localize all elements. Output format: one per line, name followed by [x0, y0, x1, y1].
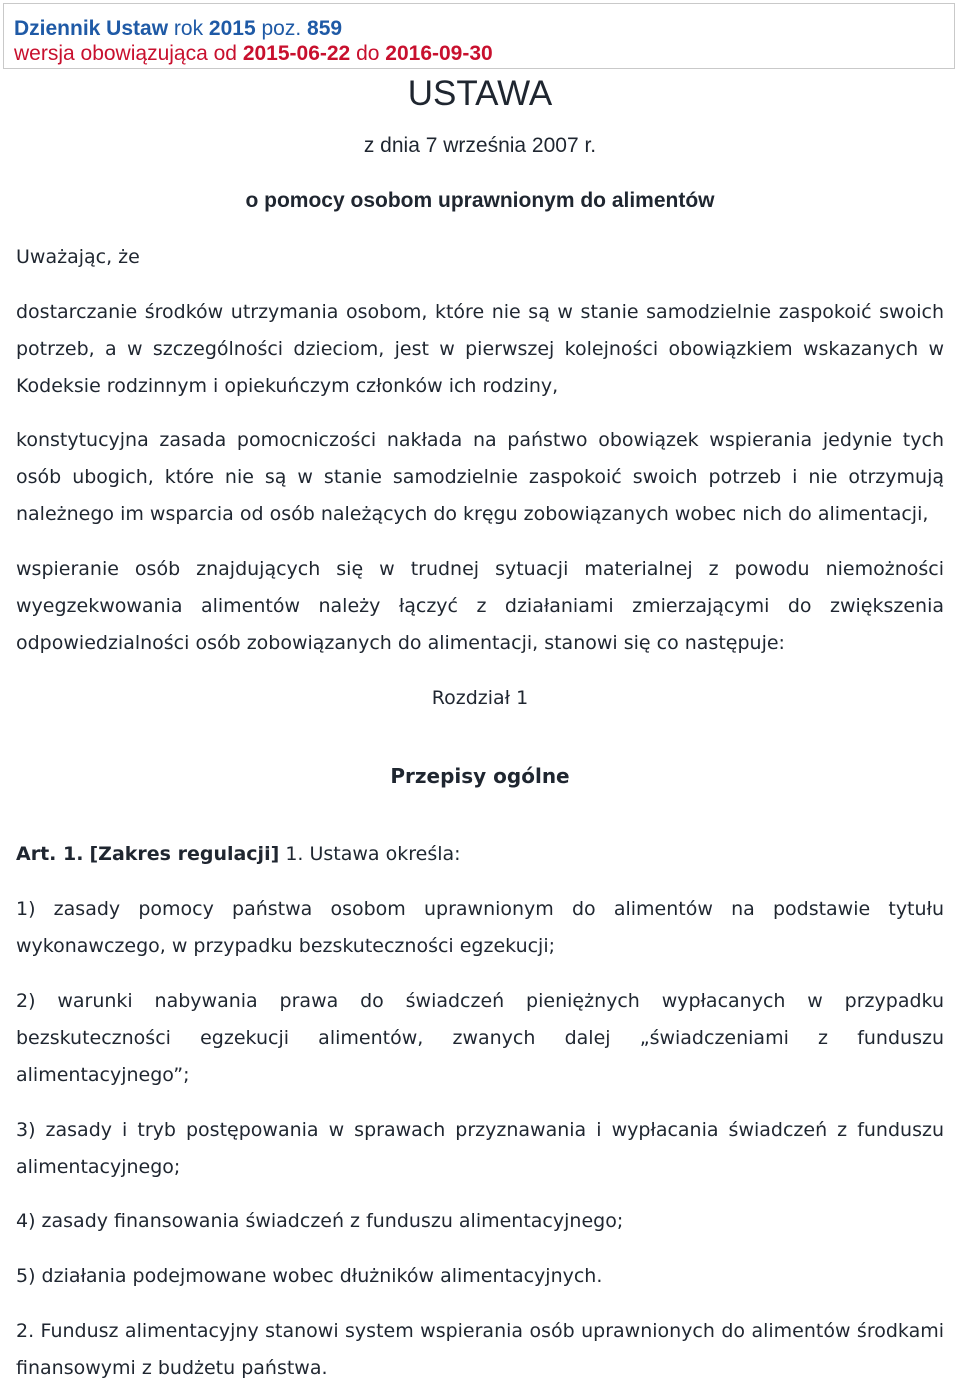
preamble-intro: Uważając, że	[16, 246, 140, 268]
article-item-3: 3) zasady i tryb postępowania w sprawach przyznawania i wypłacania świadczeń z funduszu alimentacyjnego;	[16, 1119, 944, 1178]
version-to-label: do	[356, 42, 380, 65]
position-number: 859	[307, 17, 343, 40]
article-item-4: 4) zasady finansowania świadczeń z funduszu alimentacyjnego;	[16, 1210, 624, 1232]
article-item-2: 2) warunki nabywania prawa do świadczeń pieniężnych wypłacanych w przypadku bezskuteczności egzekucji alimentów, zwanych dalej „świadczeniami z funduszu alimentacyjnego”;	[16, 990, 944, 1086]
position-label: poz.	[261, 17, 302, 40]
version-line	[14, 42, 493, 66]
chapter-label: Rozdział 1	[431, 687, 529, 709]
journal-name: Dziennik Ustaw	[14, 17, 169, 40]
version-to-date: 2016-09-30	[385, 42, 493, 65]
version-label: wersja obowiązująca od	[14, 42, 237, 65]
journal-line	[14, 17, 342, 41]
year-label: rok	[173, 17, 204, 40]
article-item-1: 1) zasady pomocy państwa osobom uprawnionym do alimentów na podstawie tytułu wykonawczego, w przypadku bezskuteczności egzekucji;	[16, 898, 944, 957]
article-heading: [Zakres regulacji]	[89, 843, 280, 865]
article-paragraph-2: 2. Fundusz alimentacyjny stanowi system wspierania osób uprawnionych do alimentów środkami finansowymi z budżetu państwa.	[16, 1320, 944, 1379]
version-from-date: 2015-06-22	[242, 42, 351, 65]
preamble-paragraph-2: konstytucyjna zasada pomocniczości nakłada na państwo obowiązek wspierania jedynie tych osób ubogich, które nie są w stanie samodzielnie zaspokoić swoich potrzeb i nie otrzymują należnego im wsparcia od osób należących do kręgu zobowiązanych wobec nich do alimentacji,	[16, 429, 944, 525]
article-number: Art. 1.	[16, 843, 84, 865]
year: 2015	[208, 17, 256, 40]
act-date: z dnia 7 września 2007 r.	[363, 134, 597, 157]
document-header	[3, 3, 955, 69]
act-title: USTAWA	[407, 74, 553, 113]
preamble-paragraph-1: dostarczanie środków utrzymania osobom, które nie są w stanie samodzielnie zaspokoić swoich potrzeb, a w szczególności dzieciom, jest w pierwszej kolejności obowiązkiem wskazanych w Kodeksie rodzinnym i opiekuńczym członków ich rodziny,	[16, 301, 944, 397]
article-intro: 1. Ustawa określa:	[285, 843, 461, 865]
chapter-title: Przepisy ogólne	[390, 764, 570, 788]
article-item-5: 5) działania podejmowane wobec dłużników alimentacyjnych.	[16, 1265, 603, 1287]
article-1-header	[16, 836, 944, 873]
preamble-paragraph-3: wspieranie osób znajdujących się w trudnej sytuacji materialnej z powodu niemożności wyegzekwowania alimentów należy łączyć z działaniami zmierzającymi do zwiększenia odpowiedzialności osób zobowiązanych do alimentacji, stanowi się co następuje:	[16, 558, 944, 654]
act-subject: o pomocy osobom uprawnionym do alimentów	[245, 189, 715, 212]
